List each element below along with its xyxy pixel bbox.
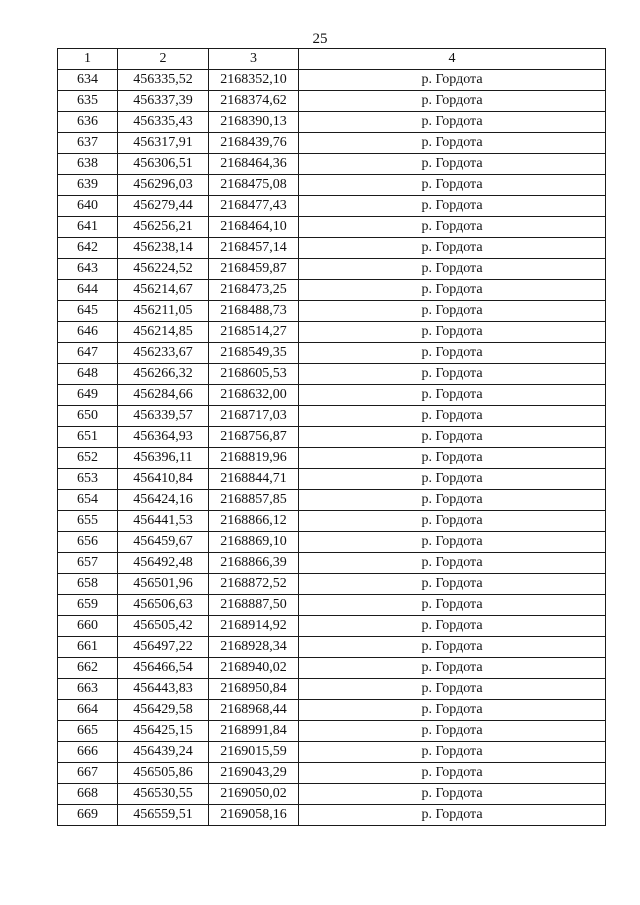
x-coordinate-cell: 456317,91: [118, 133, 209, 154]
table-row: [58, 322, 606, 343]
table-row: [58, 154, 606, 175]
y-coordinate-cell: 2168950,84: [209, 679, 299, 700]
table-row: [58, 469, 606, 490]
y-coordinate-cell: 2168717,03: [209, 406, 299, 427]
y-coordinate-cell: 2168866,12: [209, 511, 299, 532]
point-number-cell: 641: [58, 217, 118, 238]
y-coordinate-cell: 2168756,87: [209, 427, 299, 448]
point-number-cell: 643: [58, 259, 118, 280]
table-row: [58, 175, 606, 196]
table-row: [58, 385, 606, 406]
y-coordinate-cell: 2169050,02: [209, 784, 299, 805]
x-coordinate-cell: 456306,51: [118, 154, 209, 175]
point-number-cell: 667: [58, 763, 118, 784]
y-coordinate-cell: 2168488,73: [209, 301, 299, 322]
point-number-cell: 652: [58, 448, 118, 469]
y-coordinate-cell: 2168457,14: [209, 238, 299, 259]
description-cell: р. Гордота: [299, 301, 606, 322]
description-cell: р. Гордота: [299, 553, 606, 574]
x-coordinate-cell: 456296,03: [118, 175, 209, 196]
y-coordinate-cell: 2168605,53: [209, 364, 299, 385]
point-number-cell: 645: [58, 301, 118, 322]
point-number-cell: 648: [58, 364, 118, 385]
table-row: [58, 784, 606, 805]
description-cell: р. Гордота: [299, 133, 606, 154]
table-row: [58, 259, 606, 280]
x-coordinate-cell: 456238,14: [118, 238, 209, 259]
point-number-cell: 647: [58, 343, 118, 364]
description-cell: р. Гордота: [299, 322, 606, 343]
description-cell: р. Гордота: [299, 175, 606, 196]
point-number-cell: 644: [58, 280, 118, 301]
table-row: [58, 532, 606, 553]
table-row: [58, 700, 606, 721]
x-coordinate-cell: 456214,85: [118, 322, 209, 343]
y-coordinate-cell: 2168632,00: [209, 385, 299, 406]
table-body: [58, 70, 606, 826]
point-number-cell: 636: [58, 112, 118, 133]
point-number-cell: 665: [58, 721, 118, 742]
table-row: [58, 427, 606, 448]
table-row: [58, 70, 606, 91]
y-coordinate-cell: 2168844,71: [209, 469, 299, 490]
description-cell: р. Гордота: [299, 700, 606, 721]
x-coordinate-cell: 456364,93: [118, 427, 209, 448]
y-coordinate-cell: 2168968,44: [209, 700, 299, 721]
y-coordinate-cell: 2168475,08: [209, 175, 299, 196]
table-row: [58, 133, 606, 154]
column-header: 3: [209, 49, 299, 70]
point-number-cell: 650: [58, 406, 118, 427]
point-number-cell: 639: [58, 175, 118, 196]
y-coordinate-cell: 2168464,10: [209, 217, 299, 238]
column-header: 4: [299, 49, 606, 70]
description-cell: р. Гордота: [299, 616, 606, 637]
point-number-cell: 640: [58, 196, 118, 217]
point-number-cell: 661: [58, 637, 118, 658]
point-number-cell: 662: [58, 658, 118, 679]
point-number-cell: 663: [58, 679, 118, 700]
table-row: [58, 364, 606, 385]
description-cell: р. Гордота: [299, 637, 606, 658]
y-coordinate-cell: 2168866,39: [209, 553, 299, 574]
y-coordinate-cell: 2168549,35: [209, 343, 299, 364]
table-row: [58, 490, 606, 511]
table-row: [58, 112, 606, 133]
y-coordinate-cell: 2168857,85: [209, 490, 299, 511]
description-cell: р. Гордота: [299, 112, 606, 133]
x-coordinate-cell: 456337,39: [118, 91, 209, 112]
table-row: [58, 280, 606, 301]
x-coordinate-cell: 456335,52: [118, 70, 209, 91]
x-coordinate-cell: 456497,22: [118, 637, 209, 658]
description-cell: р. Гордота: [299, 721, 606, 742]
point-number-cell: 642: [58, 238, 118, 259]
x-coordinate-cell: 456224,52: [118, 259, 209, 280]
description-cell: р. Гордота: [299, 343, 606, 364]
x-coordinate-cell: 456459,67: [118, 532, 209, 553]
column-header: 2: [118, 49, 209, 70]
description-cell: р. Гордота: [299, 238, 606, 259]
x-coordinate-cell: 456429,58: [118, 700, 209, 721]
description-cell: р. Гордота: [299, 91, 606, 112]
x-coordinate-cell: 456439,24: [118, 742, 209, 763]
table-header-row: [58, 49, 606, 70]
point-number-cell: 651: [58, 427, 118, 448]
table-row: [58, 448, 606, 469]
table-row: [58, 343, 606, 364]
description-cell: р. Гордота: [299, 406, 606, 427]
description-cell: р. Гордота: [299, 784, 606, 805]
description-cell: р. Гордота: [299, 448, 606, 469]
table-row: [58, 553, 606, 574]
point-number-cell: 635: [58, 91, 118, 112]
x-coordinate-cell: 456233,67: [118, 343, 209, 364]
table-row: [58, 805, 606, 826]
table-row: [58, 742, 606, 763]
table-row: [58, 616, 606, 637]
point-number-cell: 666: [58, 742, 118, 763]
table-row: [58, 301, 606, 322]
point-number-cell: 653: [58, 469, 118, 490]
y-coordinate-cell: 2168464,36: [209, 154, 299, 175]
description-cell: р. Гордота: [299, 805, 606, 826]
x-coordinate-cell: 456501,96: [118, 574, 209, 595]
x-coordinate-cell: 456256,21: [118, 217, 209, 238]
x-coordinate-cell: 456425,15: [118, 721, 209, 742]
x-coordinate-cell: 456284,66: [118, 385, 209, 406]
y-coordinate-cell: 2168514,27: [209, 322, 299, 343]
point-number-cell: 634: [58, 70, 118, 91]
description-cell: р. Гордота: [299, 511, 606, 532]
description-cell: р. Гордота: [299, 574, 606, 595]
point-number-cell: 655: [58, 511, 118, 532]
x-coordinate-cell: 456505,42: [118, 616, 209, 637]
y-coordinate-cell: 2168869,10: [209, 532, 299, 553]
column-header: 1: [58, 49, 118, 70]
point-number-cell: 659: [58, 595, 118, 616]
table-row: [58, 511, 606, 532]
description-cell: р. Гордота: [299, 364, 606, 385]
point-number-cell: 668: [58, 784, 118, 805]
point-number-cell: 638: [58, 154, 118, 175]
y-coordinate-cell: 2168473,25: [209, 280, 299, 301]
y-coordinate-cell: 2168940,02: [209, 658, 299, 679]
x-coordinate-cell: 456559,51: [118, 805, 209, 826]
x-coordinate-cell: 456492,48: [118, 553, 209, 574]
table-row: [58, 763, 606, 784]
point-number-cell: 656: [58, 532, 118, 553]
point-number-cell: 664: [58, 700, 118, 721]
x-coordinate-cell: 456466,54: [118, 658, 209, 679]
y-coordinate-cell: 2168991,84: [209, 721, 299, 742]
y-coordinate-cell: 2168439,76: [209, 133, 299, 154]
description-cell: р. Гордота: [299, 259, 606, 280]
x-coordinate-cell: 456506,63: [118, 595, 209, 616]
table-row: [58, 637, 606, 658]
table-row: [58, 595, 606, 616]
table-row: [58, 658, 606, 679]
table-row: [58, 721, 606, 742]
description-cell: р. Гордота: [299, 217, 606, 238]
table-row: [58, 196, 606, 217]
x-coordinate-cell: 456530,55: [118, 784, 209, 805]
y-coordinate-cell: 2168352,10: [209, 70, 299, 91]
x-coordinate-cell: 456339,57: [118, 406, 209, 427]
description-cell: р. Гордота: [299, 70, 606, 91]
y-coordinate-cell: 2169043,29: [209, 763, 299, 784]
description-cell: р. Гордота: [299, 679, 606, 700]
description-cell: р. Гордота: [299, 469, 606, 490]
x-coordinate-cell: 456396,11: [118, 448, 209, 469]
y-coordinate-cell: 2168872,52: [209, 574, 299, 595]
x-coordinate-cell: 456279,44: [118, 196, 209, 217]
description-cell: р. Гордота: [299, 427, 606, 448]
point-number-cell: 657: [58, 553, 118, 574]
description-cell: р. Гордота: [299, 280, 606, 301]
y-coordinate-cell: 2168914,92: [209, 616, 299, 637]
point-number-cell: 649: [58, 385, 118, 406]
x-coordinate-cell: 456335,43: [118, 112, 209, 133]
point-number-cell: 658: [58, 574, 118, 595]
x-coordinate-cell: 456211,05: [118, 301, 209, 322]
table-row: [58, 238, 606, 259]
description-cell: р. Гордота: [299, 196, 606, 217]
description-cell: р. Гордота: [299, 658, 606, 679]
y-coordinate-cell: 2169015,59: [209, 742, 299, 763]
page-number: 25: [312, 31, 328, 47]
y-coordinate-cell: 2169058,16: [209, 805, 299, 826]
x-coordinate-cell: 456214,67: [118, 280, 209, 301]
table-row: [58, 406, 606, 427]
point-number-cell: 660: [58, 616, 118, 637]
y-coordinate-cell: 2168477,43: [209, 196, 299, 217]
description-cell: р. Гордота: [299, 385, 606, 406]
y-coordinate-cell: 2168887,50: [209, 595, 299, 616]
description-cell: р. Гордота: [299, 763, 606, 784]
description-cell: р. Гордота: [299, 154, 606, 175]
point-number-cell: 669: [58, 805, 118, 826]
x-coordinate-cell: 456443,83: [118, 679, 209, 700]
x-coordinate-cell: 456424,16: [118, 490, 209, 511]
table-row: [58, 91, 606, 112]
table-row: [58, 574, 606, 595]
description-cell: р. Гордота: [299, 532, 606, 553]
y-coordinate-cell: 2168819,96: [209, 448, 299, 469]
description-cell: р. Гордота: [299, 490, 606, 511]
x-coordinate-cell: 456505,86: [118, 763, 209, 784]
description-cell: р. Гордота: [299, 595, 606, 616]
y-coordinate-cell: 2168390,13: [209, 112, 299, 133]
x-coordinate-cell: 456441,53: [118, 511, 209, 532]
table-row: [58, 679, 606, 700]
point-number-cell: 654: [58, 490, 118, 511]
x-coordinate-cell: 456266,32: [118, 364, 209, 385]
table-row: [58, 217, 606, 238]
y-coordinate-cell: 2168928,34: [209, 637, 299, 658]
x-coordinate-cell: 456410,84: [118, 469, 209, 490]
y-coordinate-cell: 2168374,62: [209, 91, 299, 112]
coordinates-table: [57, 48, 606, 826]
description-cell: р. Гордота: [299, 742, 606, 763]
point-number-cell: 637: [58, 133, 118, 154]
point-number-cell: 646: [58, 322, 118, 343]
y-coordinate-cell: 2168459,87: [209, 259, 299, 280]
